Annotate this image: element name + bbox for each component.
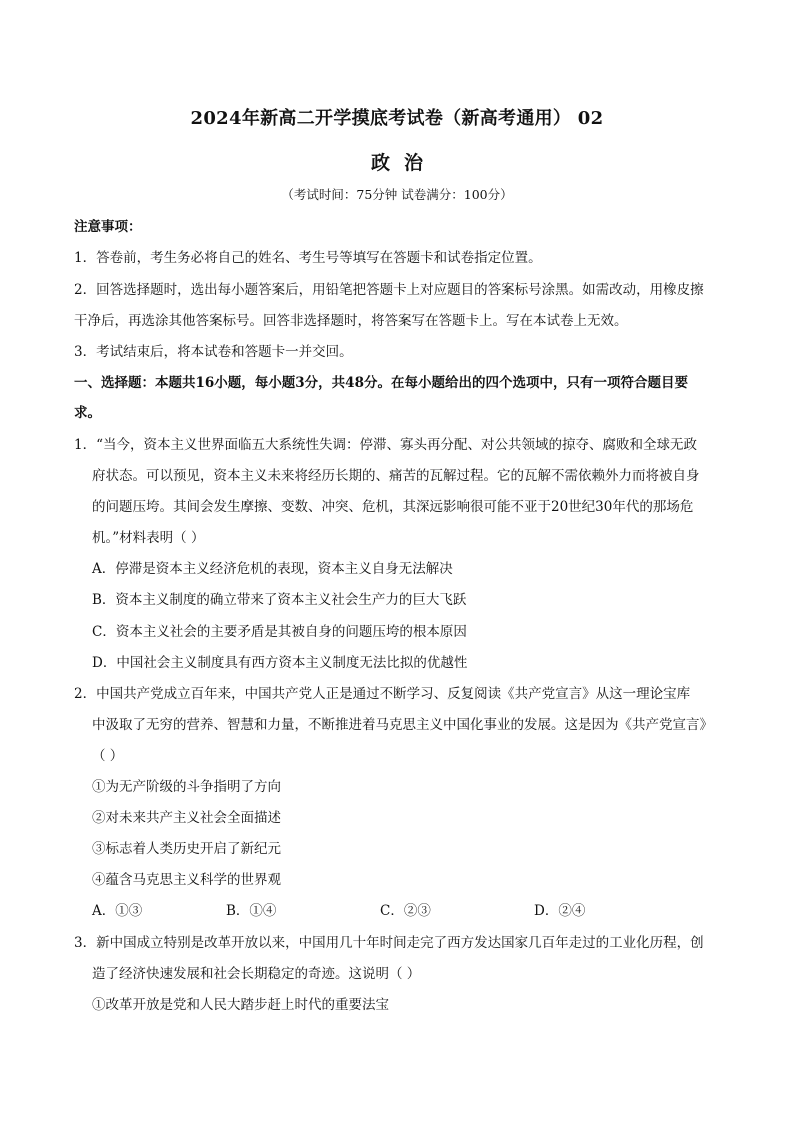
question-2-item: ②对未来共产主义社会全面描述 bbox=[92, 810, 281, 826]
exam-title: 2024年新高二开学摸底考试卷（新高考通用） 02 bbox=[190, 108, 604, 129]
note-item: 2．回答选择题时，选出每小题答案后，用铅笔把答题卡上对应题目的答案标号涂黑。如需改动，用橡皮擦 bbox=[74, 282, 704, 298]
question-2-item: ③标志着人类历史开启了新纪元 bbox=[92, 841, 281, 857]
question-2-item: ④蕴含马克思主义科学的世界观 bbox=[92, 872, 281, 888]
question-1-text: 的问题压垮。其间会发生摩擦、变数、冲突、危机，其深远影响很可能不亚于20世纪30年代的那场危 bbox=[92, 499, 694, 515]
question-1-text: 府状态。可以预见，资本主义未来将经历长期的、痛苦的瓦解过程。它的瓦解不需依赖外力而将被自身 bbox=[92, 468, 700, 484]
note-item: 1．答卷前，考生务必将自己的姓名、考生号等填写在答题卡和试卷指定位置。 bbox=[74, 250, 542, 266]
question-1-option-c: C．资本主义社会的主要矛盾是其被自身的问题压垮的根本原因 bbox=[92, 624, 467, 640]
question-1-text: 机。”材料表明（ ） bbox=[92, 530, 205, 546]
note-item: 干净后，再选涂其他答案标号。回答非选择题时，将答案写在答题卡上。写在本试卷上无效。 bbox=[74, 313, 628, 329]
question-3-text: 造了经济快速发展和社会长期稳定的奇迹。这说明（ ） bbox=[92, 966, 421, 982]
question-1-text: 1．“当今，资本主义世界面临五大系统性失调：停滞、寡头再分配、对公共领域的掠夺、腐败和全球无政 bbox=[74, 437, 697, 453]
question-2-item: ①为无产阶级的斗争指明了方向 bbox=[92, 779, 281, 795]
notes-heading: 注意事项： bbox=[74, 219, 142, 235]
question-2-text: （ ） bbox=[92, 748, 124, 764]
question-3-item: ①改革开放是党和人民大踏步赶上时代的重要法宝 bbox=[92, 997, 389, 1013]
question-2-text: 中汲取了无穷的营养、智慧和力量，不断推进着马克思主义中国化事业的发展。这是因为《共产党宣言》 bbox=[92, 717, 713, 733]
question-2-text: 2．中国共产党成立百年来，中国共产党人正是通过不断学习、反复阅读《共产党宣言》从这一理论宝库 bbox=[74, 686, 691, 702]
question-1-option-d: D．中国社会主义制度具有西方资本主义制度无法比拟的优越性 bbox=[92, 655, 468, 671]
section-heading-cont: 求。 bbox=[74, 405, 101, 421]
question-1-option-b: B．资本主义制度的确立带来了资本主义社会生产力的巨大飞跃 bbox=[92, 592, 467, 608]
question-2-choice-b: B．①④ bbox=[226, 903, 277, 919]
subject-title: 政治 bbox=[370, 152, 437, 174]
question-1-option-a: A．停滞是资本主义经济危机的表现，资本主义自身无法解决 bbox=[92, 561, 453, 577]
question-3-text: 3．新中国成立特别是改革开放以来，中国用几十年时间走完了西方发达国家几百年走过的工业化历程，创 bbox=[74, 935, 704, 951]
note-item: 3．考试结束后，将本试卷和答题卡一并交回。 bbox=[74, 344, 353, 360]
question-2-choice-d: D．②④ bbox=[534, 903, 586, 919]
question-2-choice-c: C．②③ bbox=[380, 903, 431, 919]
question-2-choice-a: A．①③ bbox=[92, 903, 143, 919]
exam-meta: （考试时间：75分钟 试卷满分：100分） bbox=[281, 187, 513, 202]
section-heading: 一、选择题：本题共16小题，每小题3分，共48分。在每小题给出的四个选项中，只有一项符合题目要 bbox=[74, 375, 688, 391]
